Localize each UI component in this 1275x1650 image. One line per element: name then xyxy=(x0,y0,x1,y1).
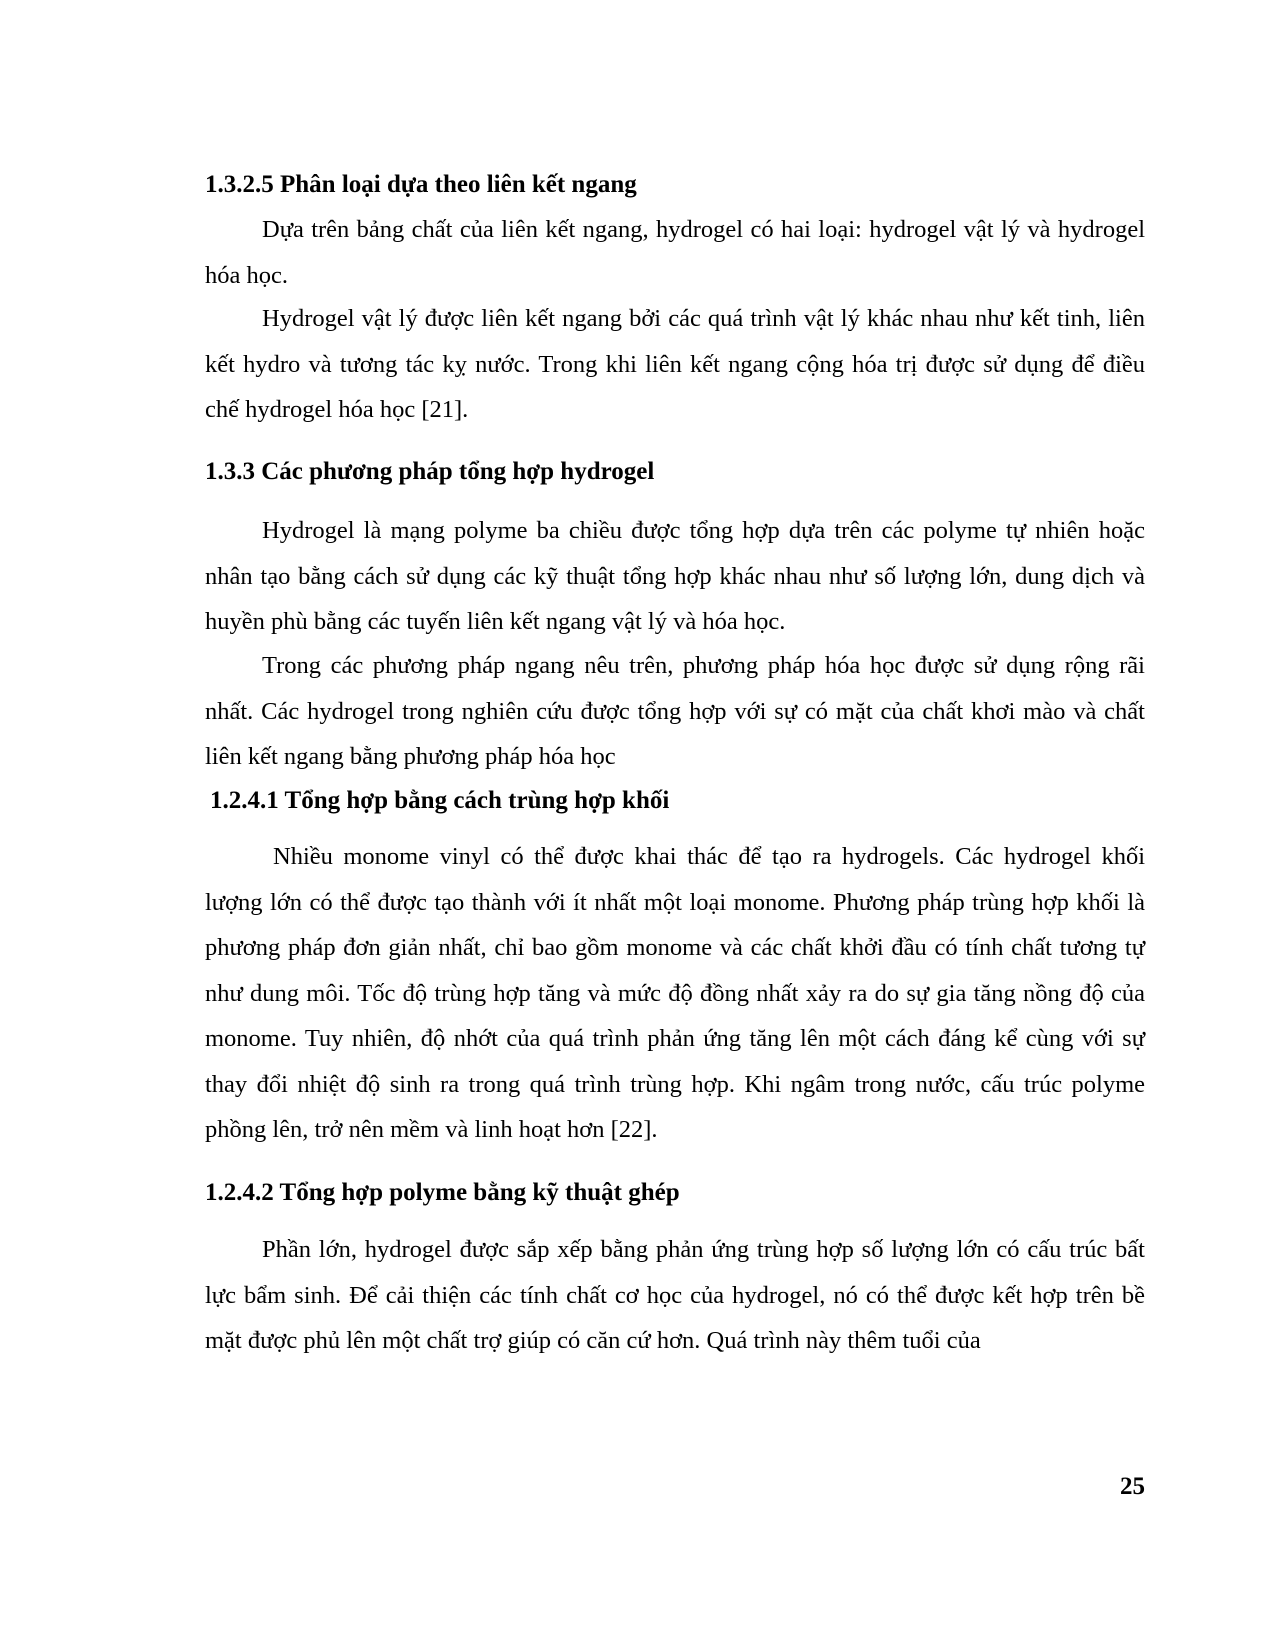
page-number: 25 xyxy=(1120,1473,1145,1500)
section-heading-1-3-2-5: 1.3.2.5 Phân loại dựa theo liên kết ngang xyxy=(205,171,637,198)
paragraph: Phần lớn, hydrogel được sắp xếp bằng phản ứng trùng hợp số lượng lớn có cấu trúc bất lực bẩm sinh. Để cải thiện các tính chất cơ học của hydrogel, nó có thể được kết hợp trên bề mặt được phủ lên một chất trợ giúp có căn cứ hơn. Quá trình này thêm tuổi của xyxy=(205,1236,1145,1354)
paragraph: Dựa trên bảng chất của liên kết ngang, hydrogel có hai loại: hydrogel vật lý và hydrogel hóa học. xyxy=(205,216,1145,289)
paragraph: Hydrogel vật lý được liên kết ngang bởi các quá trình vật lý khác nhau như kết tinh, liên kết hydro và tương tác kỵ nước. Trong khi liên kết ngang cộng hóa trị được sử dụng để điều chế hydrogel hóa học [21]. xyxy=(205,305,1145,423)
paragraph: Nhiều monome vinyl có thể được khai thác để tạo ra hydrogels. Các hydrogel khối lượng lớn có thể được tạo thành với ít nhất một loại monome. Phương pháp trùng hợp khối là phương pháp đơn giản nhất, chỉ bao gồm monome và các chất khởi đầu có tính chất tương tự như dung môi. Tốc độ trùng hợp tăng và mức độ đồng nhất xảy ra do sự gia tăng nồng độ của monome. Tuy nhiên, độ nhớt của quá trình phản ứng tăng lên một cách đáng kể cùng với sự thay đổi nhiệt độ sinh ra trong quá trình trùng hợp. Khi ngâm trong nước, cấu trúc polyme phồng lên, trở nên mềm và linh hoạt hơn [22]. xyxy=(205,843,1145,1143)
paragraph: Hydrogel là mạng polyme ba chiều được tổng hợp dựa trên các polyme tự nhiên hoặc nhân tạo bằng cách sử dụng các kỹ thuật tổng hợp khác nhau như số lượng lớn, dung dịch và huyền phù bằng các tuyến liên kết ngang vật lý và hóa học. xyxy=(205,517,1145,635)
section-heading-1-2-4-2: 1.2.4.2 Tổng hợp polyme bằng kỹ thuật ghép xyxy=(205,1179,680,1206)
section-heading-1-3-3: 1.3.3 Các phương pháp tổng hợp hydrogel xyxy=(205,458,655,485)
paragraph: Trong các phương pháp ngang nêu trên, phương pháp hóa học được sử dụng rộng rãi nhất. Các hydrogel trong nghiên cứu được tổng hợp với sự có mặt của chất khơi mào và chất liên kết ngang bằng phương pháp hóa học xyxy=(205,652,1145,770)
section-heading-1-2-4-1: 1.2.4.1 Tổng hợp bằng cách trùng hợp khối xyxy=(210,787,670,814)
